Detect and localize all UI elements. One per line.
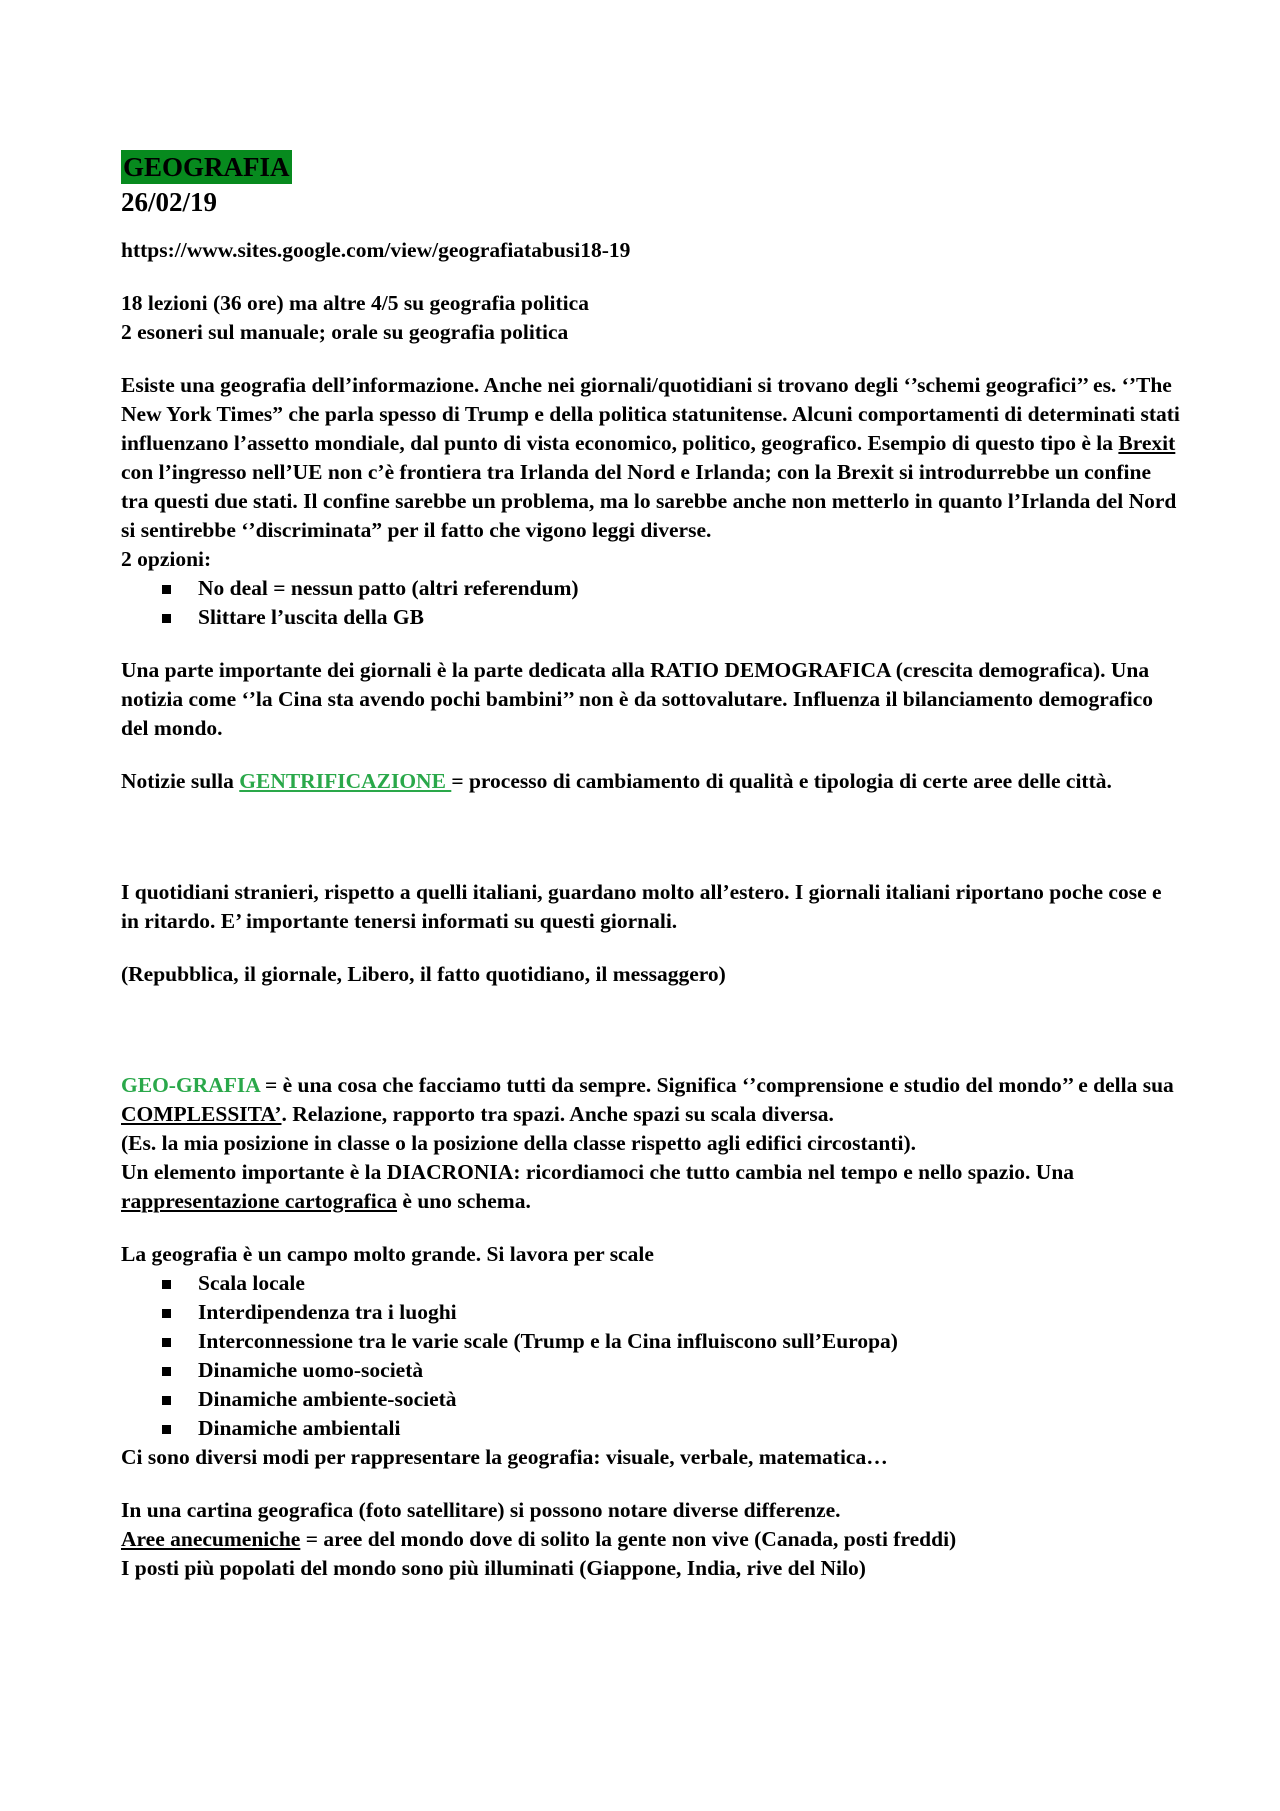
list-item: No deal = nessun patto (altri referendum) <box>121 574 1181 603</box>
square-bullet-icon <box>162 585 171 594</box>
rappresentazione-term: rappresentazione cartografica <box>121 1189 398 1213</box>
scales-list <box>121 1269 1181 1443</box>
paragraph-text: Esiste una geografia dell’informazione. Anche nei giornali/quotidiani si trovano degli ‘’schemi geografici’’ es. ‘’The New York Times” che parla spesso di Trump e della politica statunitense. Alcuni comportamenti di determinati stati influenzano l’assetto mondiale, dal punto di vista economico, politico, geografico. Esempio di questo tipo è la <box>121 373 1180 455</box>
paragraph-geo-grafia: GEO-GRAFIA = è una cosa che facciamo tutti da sempre. Significa ‘’comprensione e studio del mondo’’ e della sua COMPLESSITA’. Relazione, rapporto tra spazi. Anche spazi su scala diversa. <box>121 1073 1174 1126</box>
square-bullet-icon <box>162 1396 171 1405</box>
paragraph-newspaper-list: (Repubblica, il giornale, Libero, il fatto quotidiano, il messaggero) <box>121 962 726 986</box>
paragraph-foreign-newspapers: I quotidiani stranieri, rispetto a quelli italiani, guardano molto all’estero. I giornali italiani riportano poche cose e in ritardo. E’ importante tenersi informati su questi giornali. <box>121 880 1162 933</box>
anecumeniche-term: Aree anecumeniche <box>121 1527 301 1551</box>
paragraph-text: con l’ingresso nell’UE non c’è frontiera tra Irlanda del Nord e Irlanda; con la Brexit si introdurrebbe un confine tra questi due stati. Il confine sarebbe un problema, ma lo sarebbe anche non metterlo in quanto l’Irlanda del Nord si sentirebbe ‘’discriminata” per il fatto che vigono leggi diverse. <box>121 460 1177 542</box>
paragraph-populated: I posti più popolati del mondo sono più illuminati (Giappone, India, rive del Nilo) <box>121 1556 866 1580</box>
square-bullet-icon <box>162 1309 171 1318</box>
list-item: Dinamiche ambiente-società <box>121 1385 1181 1414</box>
document-body <box>121 150 1181 1583</box>
options-list <box>121 574 1181 632</box>
square-bullet-icon <box>162 1425 171 1434</box>
paragraph-anecumeniche: Aree anecumeniche = aree del mondo dove di solito la gente non vive (Canada, posti freddi) <box>121 1527 957 1551</box>
paragraph-example: (Es. la mia posizione in classe o la posizione della classe rispetto agli edifici circostanti). <box>121 1131 917 1155</box>
list-item: Scala locale <box>121 1269 1181 1298</box>
paragraph-information-geography <box>121 371 1181 545</box>
complessita-term: COMPLESSITA’ <box>121 1102 282 1126</box>
paragraph-gentrification: Notizie sulla GENTRIFICAZIONE = processo di cambiamento di qualità e tipologia di certe aree delle città. <box>121 769 1112 793</box>
info-line-1: 18 lezioni (36 ore) ma altre 4/5 su geografia politica <box>121 291 589 315</box>
list-item: Slittare l’uscita della GB <box>121 603 1181 632</box>
paragraph-representation-modes: Ci sono diversi modi per rappresentare la geografia: visuale, verbale, matematica… <box>121 1445 888 1469</box>
list-item: Dinamiche ambientali <box>121 1414 1181 1443</box>
brexit-term: Brexit <box>1118 431 1176 455</box>
paragraph-scales-intro: La geografia è un campo molto grande. Si lavora per scale <box>121 1242 654 1266</box>
course-url: https://www.sites.google.com/view/geografiatabusi18-19 <box>121 238 631 262</box>
square-bullet-icon <box>162 1280 171 1289</box>
square-bullet-icon <box>162 1367 171 1376</box>
square-bullet-icon <box>162 1338 171 1347</box>
list-item: Interdipendenza tra i luoghi <box>121 1298 1181 1327</box>
page-title: GEOGRAFIA <box>123 152 290 182</box>
paragraph-demography: Una parte importante dei giornali è la parte dedicata alla RATIO DEMOGRAFICA (crescita demografica). Una notizia come ‘’la Cina sta avendo pochi bambini’’ non è da sottovalutare. Influenza il bilanciamento demografico del mondo. <box>121 658 1153 740</box>
geo-grafia-term: GEO-GRAFIA <box>121 1073 260 1097</box>
paragraph-diacronia: Un elemento importante è la DIACRONIA: ricordiamoci che tutto cambia nel tempo e nello spazio. Una rappresentazione cartografica è uno schema. <box>121 1160 1075 1213</box>
options-label: 2 opzioni: <box>121 547 212 571</box>
gentrification-term: GENTRIFICAZIONE <box>239 769 452 793</box>
page-date: 26/02/19 <box>121 187 218 217</box>
list-item: Interconnessione tra le varie scale (Trump e la Cina influiscono sull’Europa) <box>121 1327 1181 1356</box>
square-bullet-icon <box>162 614 171 623</box>
paragraph-map: In una cartina geografica (foto satellitare) si possono notare diverse differenze. <box>121 1498 841 1522</box>
info-line-2: 2 esoneri sul manuale; orale su geografia politica <box>121 320 569 344</box>
list-item: Dinamiche uomo-società <box>121 1356 1181 1385</box>
